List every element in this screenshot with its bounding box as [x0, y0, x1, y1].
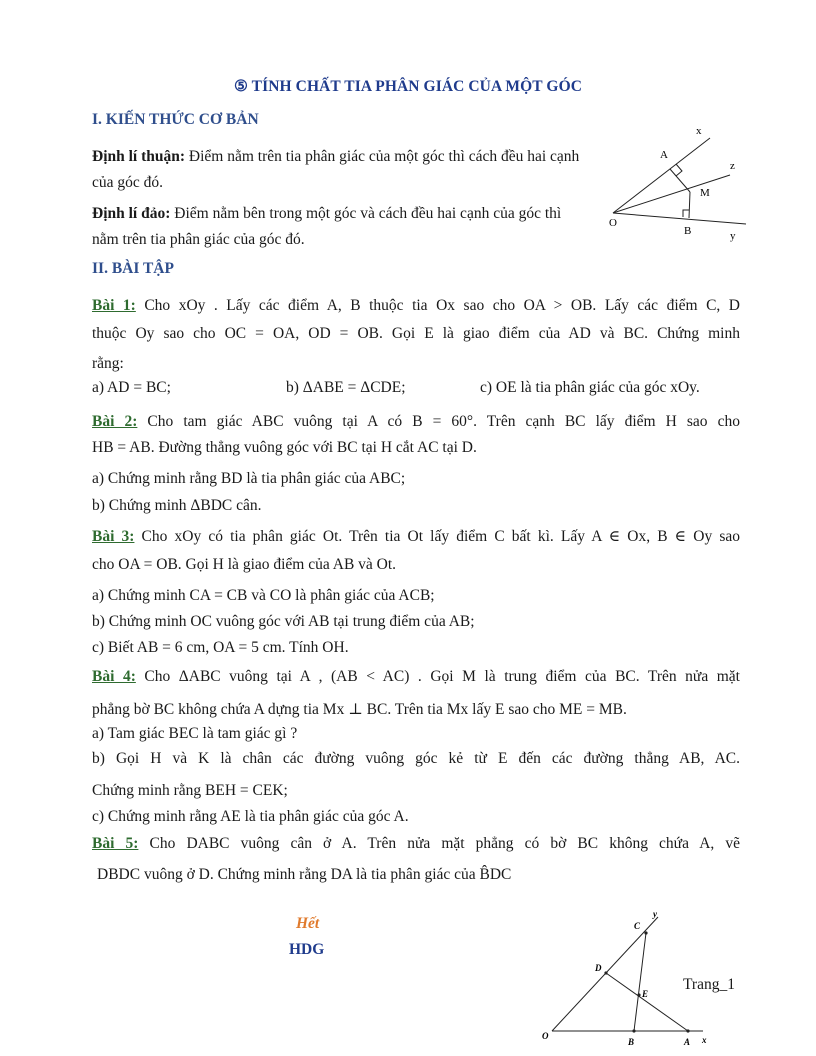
- label-y: y: [730, 230, 736, 242]
- label-m: M: [700, 187, 710, 199]
- bai1-line1: [92, 297, 740, 315]
- segment-cb: [634, 933, 649, 1031]
- bai1-part-c: c) OE là tia phân giác của góc xOy.: [480, 379, 700, 396]
- right-angle-mark-a: [676, 164, 682, 176]
- theorem-converse-text: Điểm nằm bên trong một góc và cách đều hai cạnh của góc thì nằm trên tia phân giác của góc đó.: [92, 205, 562, 248]
- ray-oy: [613, 213, 746, 224]
- point-e: [637, 993, 640, 996]
- label-c: C: [634, 921, 641, 931]
- bai4-part-c: c) Chứng minh rằng AE là tia phân giác của góc A.: [92, 808, 409, 825]
- label-a: A: [660, 149, 668, 161]
- bai3-part-c: c) Biết AB = 6 cm, OA = 5 cm. Tính OH.: [92, 639, 349, 656]
- point-c: [644, 931, 647, 934]
- bai5-line2: DBDC vuông ở D. Chứng minh rằng DA là tia phân giác của B̂DC: [97, 866, 512, 883]
- bai5-label: Bài 5:: [92, 835, 139, 852]
- bai1-part-a: a) AD = BC;: [92, 379, 171, 396]
- label-b2: B: [628, 1037, 635, 1047]
- bai3-part-b: b) Chứng minh OC vuông góc với AB tại trung điểm của AB;: [92, 613, 475, 630]
- label-a2: A: [684, 1037, 691, 1047]
- bai1-text1: Cho xOy . Lấy các điểm A, B thuộc tia Ox sao cho OA > OB. Lấy các điểm C, D: [135, 297, 740, 314]
- bai1-part-b: b) ΔABE = ΔCDE;: [286, 379, 406, 396]
- bai4-part-a: a) Tam giác BEC là tam giác gì ?: [92, 725, 298, 742]
- bai4-text1: Cho ΔABC vuông tại A , (AB < AC) . Gọi M là trung điểm của BC. Trên nửa mặt: [135, 668, 740, 685]
- bai1-line3: rằng:: [92, 355, 124, 372]
- ray-oz: [613, 175, 730, 213]
- theorem-direct-label: Định lí thuận:: [92, 148, 186, 165]
- point-b: [632, 1029, 635, 1032]
- theorem-converse: [92, 201, 582, 253]
- label-y2: y: [653, 909, 657, 919]
- bai3-part-a: a) Chứng minh CA = CB và CO là phân giác của ACB;: [92, 587, 435, 604]
- theorem-direct: [92, 144, 587, 196]
- bai2-part-a: a) Chứng minh rằng BD là tia phân giác của ABC;: [92, 470, 406, 487]
- point-a: [686, 1029, 689, 1032]
- bai5-text1: Cho DABC vuông cân ở A. Trên nửa mặt phẳng có bờ BC không chứa A, vẽ: [138, 835, 740, 852]
- label-z: z: [730, 160, 735, 172]
- label-o: O: [609, 217, 617, 229]
- bai4-line2: phẳng bờ BC không chứa A dựng tia Mx ⊥ BC. Trên tia Mx lấy E sao cho ME = MB.: [92, 701, 627, 718]
- bisector-figure: [600, 120, 760, 250]
- bai2-text1: Cho tam giác ABC vuông tại A có B = 60°. Trên cạnh BC lấy điểm H sao cho: [137, 413, 740, 430]
- bai3-line2: cho OA = OB. Gọi H là giao điểm của AB và Ot.: [92, 556, 397, 573]
- segment-mb: [689, 192, 690, 218]
- label-o2: O: [542, 1031, 549, 1041]
- bai2-label: Bài 2:: [92, 413, 138, 430]
- bai1-label: Bài 1:: [92, 297, 136, 314]
- bai4-part-b2: Chứng minh rằng BEH = CEK;: [92, 782, 288, 799]
- label-x: x: [696, 125, 702, 137]
- bai2-part-b: b) Chứng minh ΔBDC cân.: [92, 497, 262, 514]
- segment-da: [606, 973, 688, 1031]
- bai5-line1: [92, 835, 740, 853]
- label-e: E: [642, 989, 649, 999]
- bai3-line1: [92, 527, 740, 546]
- end-marker: Hết: [296, 915, 320, 932]
- bai1-line2: thuộc Oy sao cho OC = OA, OD = OB. Gọi E là giao điểm của AD và BC. Chứng minh: [92, 325, 740, 342]
- bai2-line1: [92, 413, 740, 431]
- theorem-direct-text: Điểm nằm trên tia phân giác của một góc thì cách đều hai cạnh của góc đó.: [92, 148, 580, 191]
- bai3-text1: Cho xOy có tia phân giác Ot. Trên tia Ot lấy điểm C bất kì. Lấy A ∈ Ox, B ∈ Oy sao: [134, 528, 741, 545]
- answers-heading: HDG: [289, 941, 325, 958]
- theorem-converse-label: Định lí đảo:: [92, 205, 171, 222]
- label-b: B: [684, 225, 692, 237]
- point-d: [604, 971, 607, 974]
- bai4-part-b1: b) Gọi H và K là chân các đường vuông góc kẻ từ E đến các đường thẳng AB, AC.: [92, 750, 740, 767]
- exercise-figure: [538, 905, 718, 1053]
- label-x2: x: [702, 1035, 707, 1045]
- section-heading-basics: I. KIẾN THỨC CƠ BẢN: [92, 111, 259, 128]
- bai2-line2: HB = AB. Đường thẳng vuông góc với BC tại H cắt AC tại D.: [92, 439, 477, 456]
- right-angle-mark-b: [683, 210, 689, 217]
- label-d: D: [595, 963, 602, 973]
- page-title: ⑤ TÍNH CHẤT TIA PHÂN GIÁC CỦA MỘT GÓC: [233, 78, 583, 95]
- section-heading-exercises: II. BÀI TẬP: [92, 260, 174, 277]
- bai4-line1: [92, 668, 740, 686]
- bai3-label: Bài 3:: [92, 528, 135, 545]
- bai4-label: Bài 4:: [92, 668, 136, 685]
- page-number: Trang_1: [683, 976, 735, 993]
